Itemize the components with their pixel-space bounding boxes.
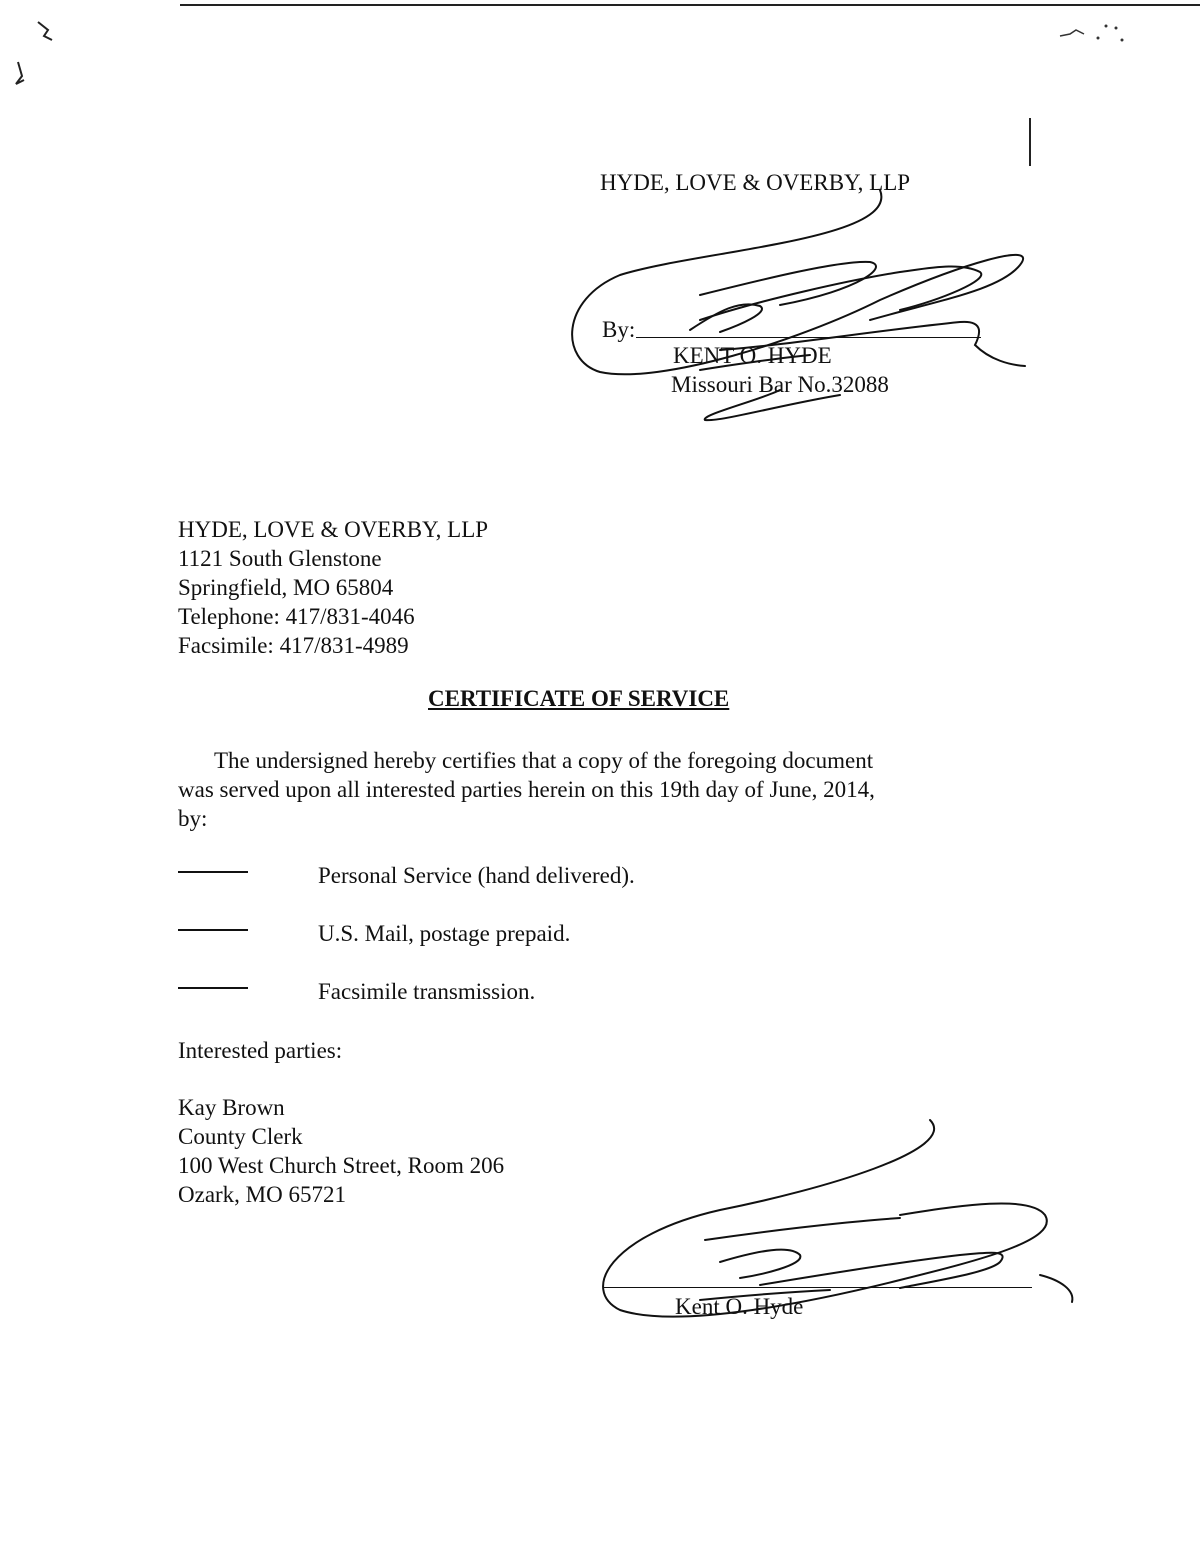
handwritten-signature-top: [572, 190, 1025, 420]
address-city-state-zip: Springfield, MO 65804: [178, 575, 394, 600]
signer-name: KENT O. HYDE: [673, 343, 832, 368]
party-name: Kay Brown: [178, 1095, 285, 1120]
address-facsimile: Facsimile: 417/831-4989: [178, 633, 409, 658]
certificate-body-line-1: The undersigned hereby certifies that a copy of the foregoing document: [214, 748, 874, 773]
certificate-body-line-2: was served upon all interested parties herein on this 19th day of June, 2014,: [178, 777, 875, 802]
party-street: 100 West Church Street, Room 206: [178, 1153, 505, 1178]
certificate-title: CERTIFICATE OF SERVICE: [428, 686, 730, 711]
signature-firm-name: HYDE, LOVE & OVERBY, LLP: [600, 170, 911, 195]
service-method-label: Facsimile transmission.: [318, 979, 536, 1004]
address-telephone: Telephone: 417/831-4046: [178, 604, 415, 629]
bottom-signer-name: Kent O. Hyde: [675, 1294, 804, 1319]
bar-number: Missouri Bar No.32088: [671, 372, 889, 397]
handwritten-signature-bottom: [603, 1120, 1072, 1317]
address-street: 1121 South Glenstone: [178, 546, 382, 571]
service-method-label: Personal Service (hand delivered).: [318, 863, 635, 888]
party-city-state-zip: Ozark, MO 65721: [178, 1182, 346, 1207]
interested-parties-heading: Interested parties:: [178, 1038, 343, 1063]
address-firm-name: HYDE, LOVE & OVERBY, LLP: [178, 517, 489, 542]
signature-by-label: By:: [602, 317, 636, 342]
certificate-body-line-3: by:: [178, 806, 208, 831]
service-method-label: U.S. Mail, postage prepaid.: [318, 921, 571, 946]
party-title: County Clerk: [178, 1124, 303, 1149]
